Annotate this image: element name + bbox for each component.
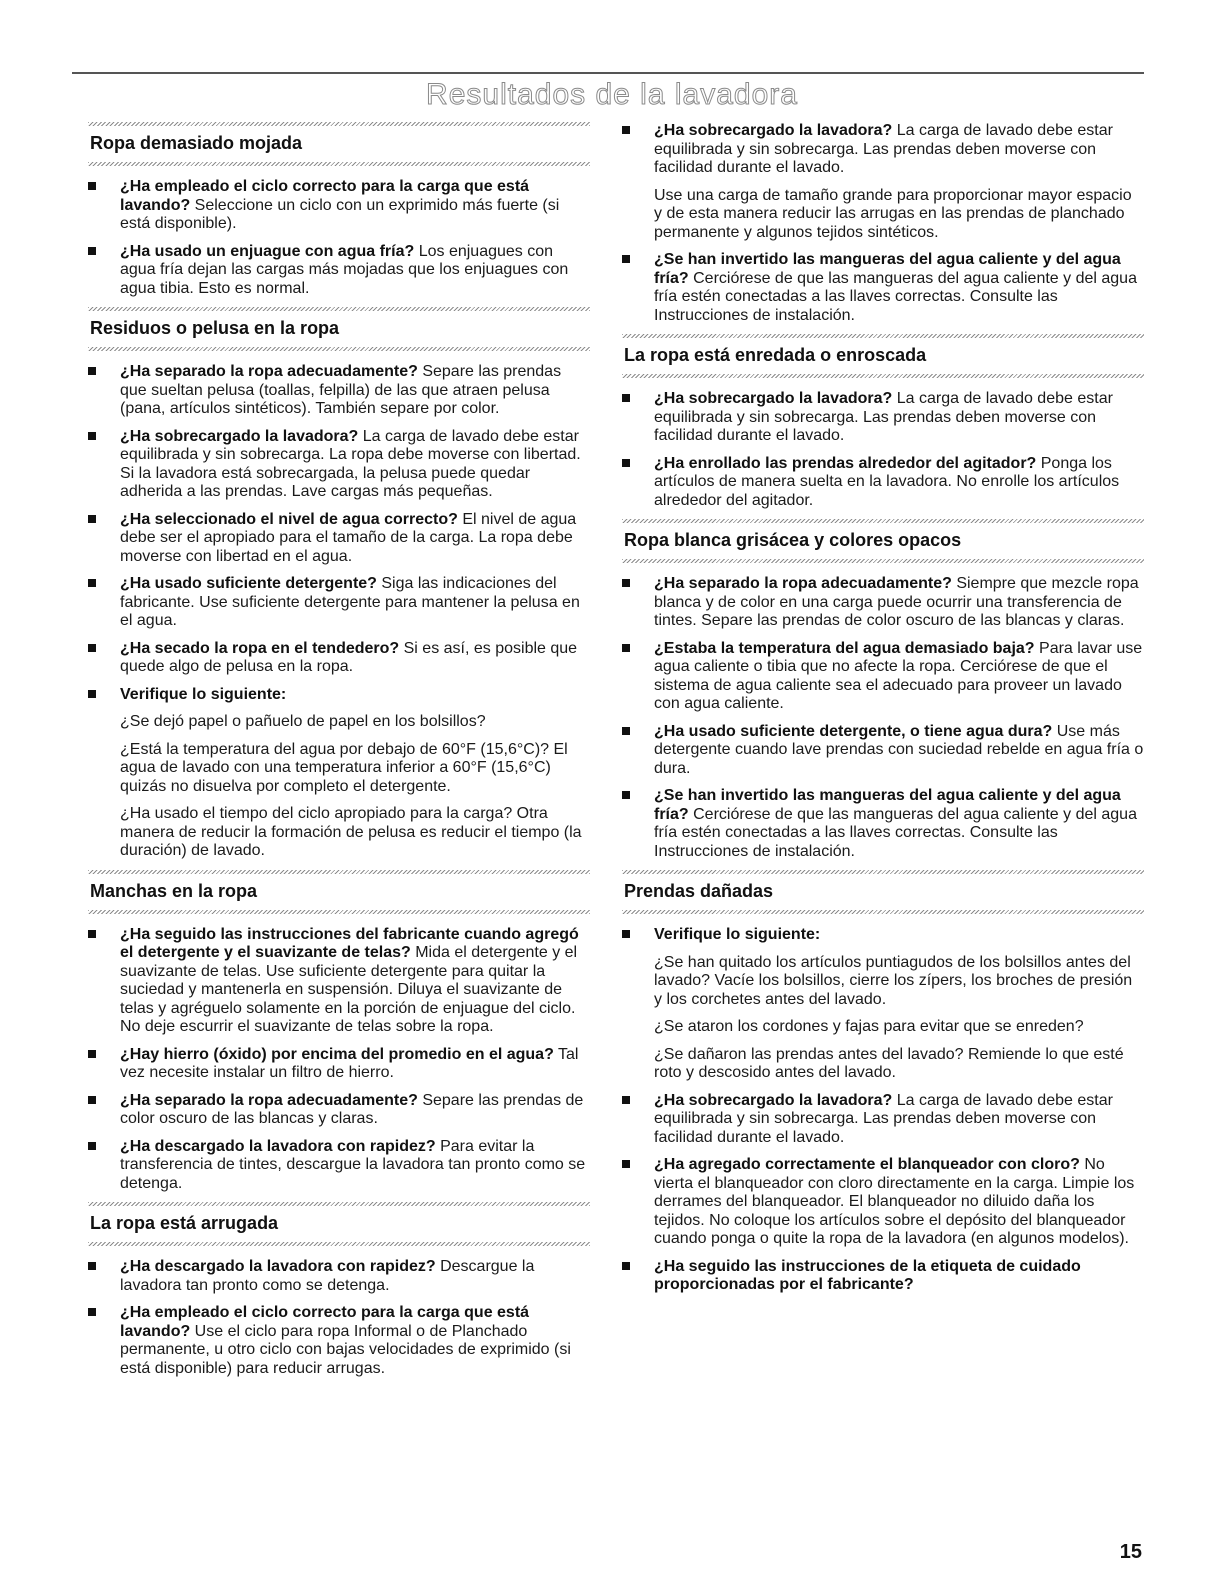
list-item <box>88 1138 590 1194</box>
section-items <box>88 1258 590 1378</box>
divider-bottom <box>622 374 1144 378</box>
bullet-icon <box>622 126 630 134</box>
item-question: ¿Ha usado un enjuague con agua fría? <box>120 242 415 260</box>
item-subtext: ¿Se ataron los cordones y fajas para evitar que se enreden? <box>654 1018 1084 1035</box>
bullet-icon <box>622 459 630 467</box>
item-question: ¿Ha secado la ropa en el tendedero? <box>120 639 400 657</box>
item-text <box>654 926 1144 945</box>
item-answer: Separe las prendas que sueltan pelusa (toallas, felpilla) de las que atraen pelusa (pana, artículos sintéticos). También separe por color. <box>120 363 562 417</box>
item-text <box>654 1092 1144 1148</box>
item-question: ¿Se han invertido las mangueras del agua caliente y del agua fría? <box>654 251 1121 287</box>
item-text <box>120 1258 590 1295</box>
item-text <box>120 363 590 419</box>
bullet-icon <box>622 255 630 263</box>
item-answer: No vierta el blanqueador con cloro directamente en la carga. Limpie los derrames del blanqueador. El blanqueador no diluido daña los tejidos. No coloque los artículos sobre el depósito del blanqueador cuando ponga o quite la ropa de la lavadora (en algunos modelos). <box>654 1156 1135 1247</box>
bullet-icon <box>622 579 630 587</box>
bullet-icon <box>88 1096 96 1104</box>
list-item <box>622 1156 1144 1249</box>
item-answer: Cerciórese de que las mangueras del agua caliente y del agua fría estén conectadas a las llaves correctas. Consulte las Instrucciones de instalación. <box>654 805 1137 860</box>
section <box>622 334 1144 510</box>
section-title: Ropa demasiado mojada <box>90 133 303 153</box>
item-question: ¿Ha seguido las instrucciones de la etiqueta de cuidado proporcionadas por el fabricante? <box>654 1257 1081 1293</box>
item-question: ¿Ha sobrecargado la lavadora? <box>120 427 359 445</box>
section <box>88 1202 590 1378</box>
list-item <box>622 926 1144 1083</box>
item-answer: Para evitar la transferencia de tintes, descargue la lavadora tan pronto como se detenga. <box>120 1137 586 1192</box>
item-question: ¿Ha separado la ropa adecuadamente? <box>654 575 952 592</box>
item-answer: Use el ciclo para ropa Informal o de Planchado permanente, u otro ciclo con bajas velocidades de exprimido (si está disponible) para reducir arrugas. <box>120 1322 571 1377</box>
section-title: Prendas dañadas <box>624 881 774 901</box>
section-title: Residuos o pelusa en la ropa <box>90 318 340 338</box>
bullet-icon <box>622 791 630 799</box>
section <box>622 870 1144 1295</box>
list-item <box>88 575 590 631</box>
item-text <box>120 243 590 299</box>
list-item <box>622 640 1144 714</box>
item-text <box>654 1258 1144 1295</box>
item-text <box>654 575 1144 631</box>
list-item <box>622 1092 1144 1148</box>
right-column <box>622 122 1144 1304</box>
bullet-icon <box>88 579 96 587</box>
bullet-icon <box>88 1050 96 1058</box>
list-item <box>622 575 1144 631</box>
bullet-icon <box>622 930 630 938</box>
list-item <box>88 243 590 299</box>
item-subtext: ¿Se dañaron las prendas antes del lavado? Remiende lo que esté roto y descosido antes del lavado. <box>654 1045 1124 1081</box>
item-answer: Siempre que mezcle ropa blanca y de color en una carga puede ocurrir una transferencia de tintes. Separe las prendas de color oscuro de las blancas y claras. <box>654 575 1139 629</box>
item-subtext: ¿Ha usado el tiempo del ciclo apropiado para la carga? Otra manera de reducir la formación de pelusa es reducir el tiempo (la duración) de lavado. <box>120 805 582 859</box>
item-question: Verifique lo siguiente: <box>120 685 287 703</box>
item-question: ¿Ha seguido las instrucciones del fabricante cuando agregó el detergente y el suavizante de telas? <box>120 925 579 961</box>
item-answer: Si es así, es posible que quede algo de pelusa en la ropa. <box>120 639 578 675</box>
item-text <box>654 122 1144 178</box>
bullet-icon <box>622 727 630 735</box>
bullet-icon <box>622 644 630 652</box>
item-subtext: Use una carga de tamaño grande para proporcionar mayor espacio y de esta manera reducir las arrugas en las prendas de planchado permanente y algunos tejidos sintéticos. <box>654 186 1132 241</box>
item-question: ¿Ha separado la ropa adecuadamente? <box>120 363 418 380</box>
item-text <box>654 787 1144 861</box>
section-items <box>88 926 590 1194</box>
list-item <box>622 251 1144 325</box>
bullet-icon <box>88 247 96 255</box>
item-answer: La carga de lavado debe estar equilibrada y sin sobrecarga. Las prendas deben moverse con facilidad durante el lavado. <box>654 1091 1113 1146</box>
bullet-icon <box>622 1096 630 1104</box>
list-item <box>622 390 1144 446</box>
list-item <box>622 1258 1144 1295</box>
item-question: ¿Se han invertido las mangueras del agua caliente y del agua fría? <box>654 787 1121 823</box>
list-item <box>88 1046 590 1083</box>
bullet-icon <box>88 432 96 440</box>
section-title: Manchas en la ropa <box>90 880 258 901</box>
item-question: ¿Ha usado suficiente detergente? <box>120 575 377 592</box>
bullet-icon <box>88 515 96 523</box>
section <box>88 122 590 298</box>
list-item <box>88 686 590 861</box>
item-answer: El nivel de agua debe ser el apropiado para el tamaño de la carga. La ropa debe moverse con libertad en el agua. <box>120 510 577 565</box>
item-text <box>654 390 1144 446</box>
bullet-icon <box>622 394 630 402</box>
item-question: ¿Estaba la temperatura del agua demasiado baja? <box>654 639 1035 657</box>
item-text <box>120 1138 590 1194</box>
list-item <box>88 178 590 234</box>
item-question: ¿Hay hierro (óxido) por encima del promedio en el agua? <box>120 1045 554 1063</box>
list-item <box>88 363 590 419</box>
item-question: ¿Ha separado la ropa adecuadamente? <box>120 1091 418 1109</box>
section-title: La ropa está arrugada <box>90 1213 279 1233</box>
bullet-icon <box>88 367 96 375</box>
item-answer: Cerciórese de que las mangueras del agua caliente y del agua fría estén conectadas a las llaves correctas. Consulte las Instrucciones de instalación. <box>654 269 1137 324</box>
item-question: ¿Ha agregado correctamente el blanqueador con cloro? <box>654 1156 1080 1173</box>
list-item <box>88 511 590 567</box>
item-question: ¿Ha sobrecargado la lavadora? <box>654 122 893 139</box>
list-item <box>622 723 1144 779</box>
section-title: La ropa está enredada o enroscada <box>624 345 927 365</box>
section <box>622 519 1144 861</box>
section-title: Ropa blanca grisácea y colores opacos <box>624 530 962 550</box>
list-item <box>622 787 1144 861</box>
item-question: ¿Ha empleado el ciclo correcto para la carga que está lavando? <box>120 178 530 214</box>
item-question: ¿Ha empleado el ciclo correcto para la carga que está lavando? <box>120 1304 530 1340</box>
divider-bottom <box>88 1242 590 1246</box>
item-question: Verifique lo siguiente: <box>654 926 821 943</box>
item-question: ¿Ha seleccionado el nivel de agua correcto? <box>120 510 458 528</box>
item-text <box>120 178 590 234</box>
item-answer: Siga las indicaciones del fabricante. Use suficiente detergente para mantener la pelusa en el agua. <box>120 575 580 629</box>
divider-bottom <box>622 910 1144 914</box>
divider-bottom <box>622 559 1144 563</box>
bullet-icon <box>88 182 96 190</box>
item-text <box>120 926 590 1037</box>
item-answer: Separe las prendas de color oscuro de las blancas y claras. <box>120 1091 584 1127</box>
list-item <box>88 640 590 677</box>
section-items <box>622 926 1144 1295</box>
item-answer: Ponga los artículos de manera suelta en la lavadora. No enrolle los artículos alrededor del agitador. <box>654 454 1120 509</box>
item-question: ¿Ha sobrecargado la lavadora? <box>654 1091 893 1109</box>
page-number: 15 <box>1119 1541 1142 1563</box>
list-item <box>88 1092 590 1129</box>
bullet-icon <box>622 1262 630 1270</box>
bullet-icon <box>622 1160 630 1168</box>
section-items <box>88 178 590 298</box>
divider-bottom <box>88 347 590 351</box>
item-answer: Descargue la lavadora tan pronto como se detenga. <box>120 1258 535 1294</box>
item-answer: Tal vez necesite instalar un filtro de hierro. <box>120 1045 579 1081</box>
item-answer: Los enjuagues con agua fría dejan las cargas más mojadas que los enjuagues con agua tibia. Esto es normal. <box>120 242 569 297</box>
bullet-icon <box>88 690 96 698</box>
item-question: ¿Ha usado suficiente detergente, o tiene agua dura? <box>654 722 1053 740</box>
bullet-icon <box>88 930 96 938</box>
item-answer: Use más detergente cuando lave prendas con suciedad rebelde en agua fría o dura. <box>654 722 1144 777</box>
item-answer: La carga de lavado debe estar equilibrada y sin sobrecarga. Las prendas deben moverse con facilidad durante el lavado. <box>654 390 1113 444</box>
item-text <box>120 511 590 567</box>
section-items <box>88 363 590 861</box>
left-column <box>88 122 590 1387</box>
item-subtext: ¿Se dejó papel o pañuelo de papel en los bolsillos? <box>120 713 486 730</box>
item-text <box>120 1046 590 1083</box>
list-item <box>88 926 590 1037</box>
section <box>88 870 590 1194</box>
item-text <box>654 251 1144 325</box>
bullet-icon <box>88 644 96 652</box>
item-question: ¿Ha sobrecargado la lavadora? <box>654 390 893 407</box>
item-answer: Para lavar use agua caliente o tibia que no afecte la ropa. Cerciórese de que el sistema de agua caliente sea el adecuado para proveer un lavado con agua caliente. <box>654 639 1143 712</box>
item-question: ¿Ha enrollado las prendas alrededor del agitador? <box>654 454 1037 472</box>
item-answer: Seleccione un ciclo con un exprimido más fuerte (si está disponible). <box>120 196 560 232</box>
item-text <box>120 1304 590 1378</box>
section <box>88 307 590 861</box>
item-answer: La carga de lavado debe estar equilibrada y sin sobrecarga. Las prendas deben moverse con facilidad durante el lavado. <box>654 122 1113 176</box>
item-text <box>120 575 590 631</box>
divider-bottom <box>88 910 590 914</box>
item-text <box>654 723 1144 779</box>
bullet-icon <box>88 1142 96 1150</box>
right-intro <box>622 122 1144 325</box>
item-subtext: ¿Está la temperatura del agua por debajo de 60°F (15,6°C)? El agua de lavado con una temperatura inferior a 60°F (15,6°C) quizás no disuelva por completo el detergente. <box>120 740 568 795</box>
item-text <box>120 640 590 677</box>
item-text <box>654 455 1144 511</box>
item-text <box>654 1156 1144 1249</box>
item-text <box>120 686 590 705</box>
list-item <box>88 1258 590 1295</box>
list-item <box>622 455 1144 511</box>
item-text <box>120 1092 590 1129</box>
item-subtext: ¿Se han quitado los artículos puntiagudos de los bolsillos antes del lavado? Vacíe los bolsillos, cierre los zípers, los broches de presión y los corchetes antes del lavado. <box>654 953 1133 1008</box>
item-text <box>120 428 590 502</box>
list-item <box>622 122 1144 242</box>
page-title: Resultados de la lavadora <box>426 78 798 111</box>
top-rule <box>72 72 1144 74</box>
item-question: ¿Ha descargado la lavadora con rapidez? <box>120 1137 436 1155</box>
bullet-icon <box>88 1262 96 1270</box>
divider-bottom <box>88 162 590 166</box>
item-question: ¿Ha descargado la lavadora con rapidez? <box>120 1258 436 1275</box>
list-item <box>88 1304 590 1378</box>
item-text <box>654 640 1144 714</box>
section-items <box>622 390 1144 510</box>
section-items <box>622 575 1144 861</box>
bullet-icon <box>88 1308 96 1316</box>
item-answer: La carga de lavado debe estar equilibrada y sin sobrecarga. La ropa debe moverse con libertad. Si la lavadora está sobrecargada, la pelusa puede quedar adherida a las prendas. Lave cargas más pequeñas. <box>120 427 581 500</box>
list-item <box>88 428 590 502</box>
item-answer: Mida el detergente y el suavizante de telas. Use suficiente detergente para quitar la suciedad y mantenerla en suspensión. Diluya el suavizante de telas y agréguelo solamente en la porción de enjuague del ciclo. No deje escurrir el suavizante de telas sobre la ropa. <box>120 944 578 1035</box>
